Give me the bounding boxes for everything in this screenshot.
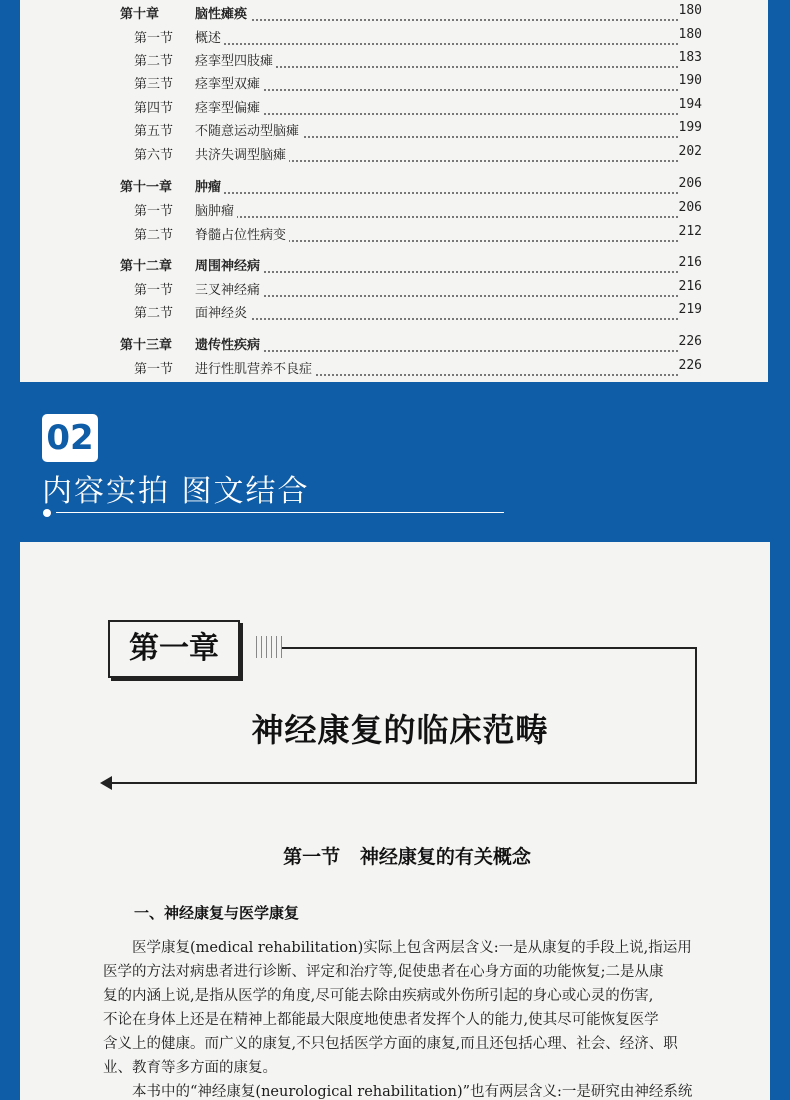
toc-label: 第五节 [134, 124, 174, 139]
chapter-label-box: 第一章 [108, 620, 240, 678]
paragraph-line: 医学的方法对病患者进行诊断、评定和治疗等,促使患者在心身方面的功能恢复;二是从康 [103, 964, 664, 980]
paragraph-line: 本书中的“神经康复(neurological rehabilitation)”也有两层含义:一是研究由神经系统 [103, 1084, 693, 1100]
paragraph-2 [103, 1080, 703, 1100]
toc-page-number: 180 [678, 27, 702, 42]
toc-title: 痉挛型双瘫 [195, 73, 263, 92]
toc-section-entry [20, 73, 768, 95]
toc-chapter-entry [20, 3, 768, 25]
toc-title: 不随意运动型脑瘫 [195, 120, 302, 139]
toc-label: 第一节 [134, 31, 174, 46]
toc-chapter-entry [20, 176, 768, 198]
paragraph-line: 业、教育等多方面的康复。 [103, 1060, 277, 1076]
toc-page-number: 226 [678, 334, 702, 349]
toc-section-entry [20, 27, 768, 49]
frame-line-bottom [106, 782, 697, 784]
toc-title: 面神经炎 [195, 302, 250, 321]
toc-leader-dots [195, 73, 678, 91]
toc-page-number: 202 [678, 144, 702, 159]
toc-page-number: 183 [678, 50, 702, 65]
toc-section-entry [20, 224, 768, 246]
toc-page-number: 206 [678, 176, 702, 191]
toc-leader-dots [195, 279, 678, 297]
toc-label: 第一节 [134, 204, 174, 219]
banner-underline [56, 512, 504, 513]
toc-leader-dots [195, 255, 678, 273]
toc-title: 脑性瘫痪 [195, 3, 250, 22]
toc-label: 第二节 [134, 54, 174, 69]
toc-section-entry [20, 302, 768, 324]
toc-label: 第一节 [134, 283, 174, 298]
toc-section-entry [20, 200, 768, 222]
toc-page-number: 226 [678, 358, 702, 373]
paragraph-line: 复的内涵上说,是指从医学的角度,尽可能去除由疾病或外伤所引起的身心或心灵的伤害, [103, 988, 654, 1004]
subheading: 一、神经康复与医学康复 [134, 904, 300, 922]
section-title: 第一节 神经康复的有关概念 [283, 846, 531, 868]
toc-title: 共济失调型脑瘫 [195, 144, 289, 163]
toc-label: 第三节 [134, 77, 174, 92]
toc-title: 脊髓占位性病变 [195, 224, 289, 243]
toc-title: 脑肿瘤 [195, 200, 237, 219]
toc-section-entry [20, 144, 768, 166]
toc-page-number: 216 [678, 279, 702, 294]
toc-label: 第十二章 [120, 259, 173, 274]
toc-page-number: 216 [678, 255, 702, 270]
toc-title: 进行性肌营养不良症 [195, 358, 315, 377]
toc-page [20, 0, 768, 382]
toc-label: 第十三章 [120, 338, 173, 353]
content-page [20, 542, 770, 1100]
toc-label: 第十章 [120, 7, 160, 22]
toc-leader-dots [195, 97, 678, 115]
toc-title: 三叉神经痛 [195, 279, 263, 298]
toc-label: 第十一章 [120, 180, 173, 195]
toc-leader-dots [195, 27, 678, 45]
toc-title: 概述 [195, 27, 224, 46]
toc-title: 痉挛型偏瘫 [195, 97, 263, 116]
toc-leader-dots [195, 200, 678, 218]
toc-page-number: 199 [678, 120, 702, 135]
toc-title: 遗传性疾病 [195, 334, 263, 353]
toc-page-number: 194 [678, 97, 702, 112]
toc-chapter-entry [20, 255, 768, 277]
paragraph-line: 含义上的健康。而广义的康复,不只包括医学方面的康复,而且还包括心理、社会、经济、职 [103, 1036, 678, 1052]
toc-leader-dots [195, 302, 678, 320]
frame-line-top [282, 647, 697, 649]
toc-page-number: 206 [678, 200, 702, 215]
toc-page-number: 180 [678, 3, 702, 18]
toc-section-entry [20, 358, 768, 380]
toc-leader-dots [195, 3, 678, 21]
toc-label: 第一节 [134, 362, 174, 377]
toc-section-entry [20, 279, 768, 301]
toc-section-entry [20, 50, 768, 72]
toc-section-entry [20, 97, 768, 119]
toc-section-entry [20, 120, 768, 142]
toc-label: 第四节 [134, 101, 174, 116]
paragraph-1 [103, 936, 703, 1080]
chapter-title: 神经康复的临床范畴 [251, 711, 549, 749]
section-number-badge: 02 [42, 414, 98, 462]
toc-leader-dots [195, 334, 678, 352]
toc-page-number: 190 [678, 73, 702, 88]
arrow-left-icon [100, 776, 112, 790]
banner-title: 内容实拍 图文结合 [42, 474, 310, 509]
toc-title: 痉挛型四肢瘫 [195, 50, 276, 69]
banner-dot [43, 509, 51, 517]
toc-title: 肿瘤 [195, 176, 224, 195]
toc-label: 第六节 [134, 148, 174, 163]
toc-page-number: 212 [678, 224, 702, 239]
toc-leader-dots [195, 176, 678, 194]
toc-label: 第二节 [134, 306, 174, 321]
paragraph-line: 医学康复(medical rehabilitation)实际上包含两层含义:一是从康复的手段上说,指运用 [103, 940, 692, 956]
toc-page-number: 219 [678, 302, 702, 317]
toc-title: 周围神经病 [195, 255, 263, 274]
toc-chapter-entry [20, 334, 768, 356]
toc-label: 第二节 [134, 228, 174, 243]
paragraph-line: 不论在身体上还是在精神上都能最大限度地使患者发挥个人的能力,使其尽可能恢复医学 [103, 1012, 659, 1028]
decorative-grid [256, 636, 282, 658]
